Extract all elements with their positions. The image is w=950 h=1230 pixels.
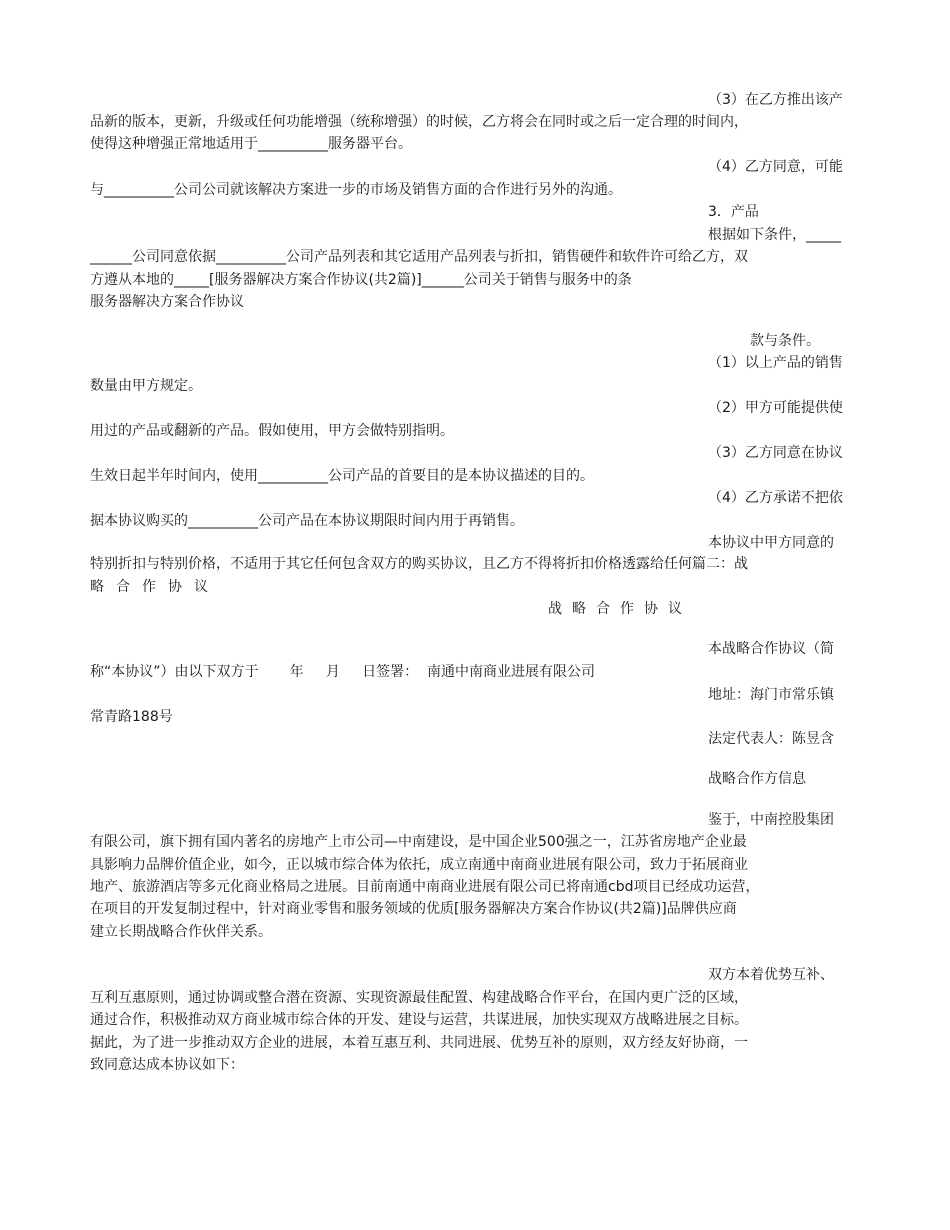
text-line: （1）以上产品的销售 <box>708 355 843 371</box>
text-line: 建立长期战略合作伙伴关系。 <box>90 924 272 940</box>
text-line: （4）乙方承诺不把依 <box>708 490 843 506</box>
text-line: （3）乙方同意在协议 <box>708 445 843 461</box>
text-line: 地产、旅游酒店等多元化商业格局之进展。目前南通中南商业进展有限公司已将南通cbd项目已经成功运营， <box>90 879 760 895</box>
text-line: 略合作协议 <box>90 579 220 595</box>
text-line: 据此，为了进一步推动双方企业的进展，本着互惠互利、共同进展、优势互补的原则，双方经友好协商，一 <box>90 1035 748 1051</box>
text-line: 品新的版本，更新，升级或任何功能增强（统称增强）的时候，乙方将会在同时或之后一定合理的时间内， <box>90 114 748 130</box>
text-line: 称“本协议”）由以下双方于 年 月 日签署： 南通中南商业进展有限公司 <box>90 664 596 680</box>
text-line: （4）乙方同意，可能 <box>708 159 843 175</box>
document-title: 战略合作协议 <box>548 601 692 617</box>
text-line: 常青路188号 <box>90 709 173 725</box>
text-line: 特别折扣与特别价格，不适用于其它任何包含双方的购买协议，且乙方不得将折扣价格透露给任何篇二：战 <box>90 556 748 572</box>
text-line: 在项目的开发复制过程中，针对商业零售和服务领域的优质[服务器解决方案合作协议(共2篇)]品牌供应商 <box>90 901 737 917</box>
text-line: 用过的产品或翻新的产品。假如使用，甲方会做特别指明。 <box>90 423 454 439</box>
text-line: （3）在乙方推出该产 <box>708 92 843 108</box>
text-line: 数量由甲方规定。 <box>90 378 202 394</box>
text-line: 战略合作方信息 <box>708 771 806 787</box>
running-title: 服务器解决方案合作协议 <box>90 294 244 310</box>
text-line: 有限公司，旗下拥有国内著名的房地产上市公司—中南建设，是中国企业500强之一，江苏省房地产企业最 <box>90 834 747 850</box>
text-line: 方遵从本地的_____[服务器解决方案合作协议(共2篇)]______公司关于销售与服务中的条 <box>90 272 632 288</box>
text-line: 双方本着优势互补、 <box>708 967 834 983</box>
text-line: 本战略合作协议（简 <box>708 641 834 657</box>
text-line: （2）甲方可能提供使 <box>708 400 843 416</box>
text-line: 致同意达成本协议如下： <box>90 1057 244 1073</box>
text-line: 与__________公司公司就该解决方案进一步的市场及销售方面的合作进行另外的沟通。 <box>90 182 622 198</box>
text-line: 生效日起半年时间内，使用__________公司产品的首要目的是本协议描述的目的。 <box>90 468 594 484</box>
text-line: 本协议中甲方同意的 <box>708 535 834 551</box>
text-line: 据本协议购买的__________公司产品在本协议期限时间内用于再销售。 <box>90 513 524 529</box>
text-line: 互利互惠原则，通过协调或整合潜在资源、实现资源最佳配置、构建战略合作平台，在国内更广泛的区域， <box>90 990 748 1006</box>
text-line: 具影响力品牌价值企业，如今，正以城市综合体为依托，成立南通中南商业进展有限公司，致力于拓展商业 <box>90 857 748 873</box>
section-heading: 3．产品 <box>708 204 759 220</box>
text-line: 款与条件。 <box>750 333 820 349</box>
text-line: 鉴于，中南控股集团 <box>708 812 834 828</box>
text-line: 法定代表人：陈昱含 <box>708 731 834 747</box>
text-line: 使得这种增强正常地适用于__________服务器平台。 <box>90 136 412 152</box>
text-line: ______公司同意依据__________公司产品列表和其它适用产品列表与折扣，销售硬件和软件许可给乙方，双 <box>90 249 748 265</box>
text-line: 地址：海门市常乐镇 <box>708 687 834 703</box>
text-line: 根据如下条件，_____ <box>708 227 841 243</box>
text-line: 通过合作，积极推动双方商业城市综合体的开发、建设与运营，共谋进展，加快实现双方战略进展之目标。 <box>90 1012 748 1028</box>
